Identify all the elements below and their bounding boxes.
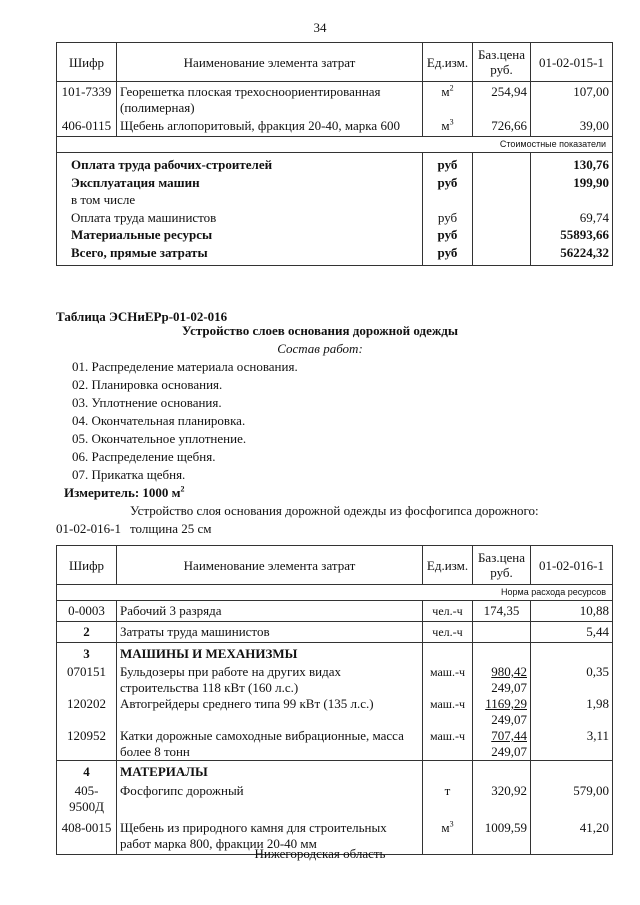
row-value: 1,98 xyxy=(531,696,613,728)
group-code: 3 xyxy=(57,643,117,663)
total-value xyxy=(531,191,613,209)
page-number: 34 xyxy=(313,20,327,35)
table-row xyxy=(57,696,613,728)
table-row xyxy=(57,780,613,818)
row-code: 2 xyxy=(57,622,117,643)
section-note-row xyxy=(57,585,613,601)
col-name-header: Наименование элемента затрат xyxy=(117,43,423,82)
row-code: 405-9500Д xyxy=(57,780,117,818)
total-value: 69,74 xyxy=(531,209,613,227)
work-item: 02. Планировка основания. xyxy=(72,377,223,392)
empty-cell xyxy=(473,761,531,781)
row-name: Георешетка плоская трехосноориентированная (полимерная) xyxy=(117,82,423,117)
row-code: 408-0015 xyxy=(57,818,117,855)
total-price-empty xyxy=(473,191,531,209)
empty-cell xyxy=(473,643,531,663)
row-unit: маш.-ч xyxy=(423,696,473,728)
total-value: 55893,66 xyxy=(531,226,613,244)
work-item: 05. Окончательное уплотнение. xyxy=(72,431,247,446)
row-price: 1009,59 xyxy=(473,818,531,855)
total-unit: руб xyxy=(423,226,473,244)
works-heading: Состав работ: xyxy=(277,341,363,356)
total-name: Эксплуатация машин xyxy=(57,174,423,192)
table-label: Таблица ЭСНиЕРр-01-02-016 xyxy=(56,309,228,324)
row-unit: маш.-ч xyxy=(423,662,473,696)
total-name: Оплата труда рабочих-строителей xyxy=(57,153,423,174)
row-unit: чел.-ч xyxy=(423,601,473,622)
group-name: МАШИНЫ И МЕХАНИЗМЫ xyxy=(117,643,423,663)
row-price: 980,42 249,07 xyxy=(473,662,531,696)
total-name: Материальные ресурсы xyxy=(57,226,423,244)
total-unit xyxy=(423,191,473,209)
row-value: 107,00 xyxy=(531,82,613,117)
totals-row xyxy=(57,153,613,174)
col-norm-header: 01-02-015-1 xyxy=(531,43,613,82)
work-item: 04. Окончательная планировка. xyxy=(72,413,246,428)
table-row xyxy=(57,601,613,622)
total-name: Всего, прямые затраты xyxy=(57,244,423,266)
work-item: 01. Распределение материала основания. xyxy=(72,359,298,374)
row-unit: $м^3$ xyxy=(423,116,473,137)
total-value: 56224,32 xyxy=(531,244,613,266)
row-name: Рабочий 3 разряда xyxy=(117,601,423,622)
col-norm-header: 01-02-016-1 xyxy=(531,546,613,585)
totals-row xyxy=(57,244,613,266)
row-code: 0-0003 xyxy=(57,601,117,622)
row-name: Щебень аглопоритовый, фракция 20-40, марка 600 xyxy=(117,116,423,137)
totals-row xyxy=(57,174,613,192)
group-row xyxy=(57,761,613,781)
row-price: 174,35 xyxy=(473,601,531,622)
section-note: Стоимостные показатели xyxy=(57,137,613,153)
table-row xyxy=(57,116,613,137)
work-item: 07. Прикатка щебня. xyxy=(72,467,186,482)
page-footer: Нижегородская область xyxy=(254,846,386,861)
totals-row xyxy=(57,226,613,244)
work-item: 03. Уплотнение основания. xyxy=(72,395,222,410)
empty-cell xyxy=(423,643,473,663)
total-name: в том числе xyxy=(57,191,423,209)
row-code: 070151 xyxy=(57,662,117,696)
row-price: 707,44 249,07 xyxy=(473,728,531,761)
works-list xyxy=(72,358,298,484)
total-price-empty xyxy=(473,226,531,244)
empty-cell xyxy=(531,643,613,663)
row-name: Щебень из природного камня для строительных работ марка 800, фракции 20-40 мм xyxy=(117,818,423,855)
row-unit: т xyxy=(423,780,473,818)
totals-row xyxy=(57,191,613,209)
total-name: Оплата труда машинистов xyxy=(57,209,423,227)
empty-cell xyxy=(531,761,613,781)
section-note: Норма расхода ресурсов xyxy=(57,585,613,601)
table-header-row xyxy=(57,43,613,82)
row-code: 406-0115 xyxy=(57,116,117,137)
section-title: Устройство слоев основания дорожной одежды xyxy=(181,323,459,338)
row-price: 726,66 xyxy=(473,116,531,137)
meter-label: Измеритель: 1000 $м^2$ xyxy=(64,484,185,500)
total-unit: руб xyxy=(423,174,473,192)
row-unit: чел.-ч xyxy=(423,622,473,643)
row-value: 3,11 xyxy=(531,728,613,761)
norm-code: 01-02-016-1 xyxy=(56,521,121,536)
resource-table-016 xyxy=(56,545,613,855)
row-price: 254,94 xyxy=(473,82,531,117)
row-name: Бульдозеры при работе на других видах строительства 118 кВт (160 л.с.) xyxy=(117,662,423,696)
col-code-header: Шифр xyxy=(57,43,117,82)
norm-text: толщина 25 см xyxy=(130,521,212,536)
row-name: Автогрейдеры среднего типа 99 кВт (135 л.с.) xyxy=(117,696,423,728)
group-name: МАТЕРИАЛЫ xyxy=(117,761,423,781)
table-row xyxy=(57,82,613,117)
row-name: Фосфогипс дорожный xyxy=(117,780,423,818)
col-price-header: Баз.цена руб. xyxy=(473,546,531,585)
total-value: 130,76 xyxy=(531,153,613,174)
group-row xyxy=(57,643,613,663)
row-name: Затраты труда машинистов xyxy=(117,622,423,643)
row-price xyxy=(473,622,531,643)
row-unit: $м^3$ xyxy=(423,818,473,855)
empty-cell xyxy=(423,761,473,781)
row-code: 120952 xyxy=(57,728,117,761)
table-row xyxy=(57,662,613,696)
table-row xyxy=(57,728,613,761)
table-header-row xyxy=(57,546,613,585)
row-unit: маш.-ч xyxy=(423,728,473,761)
row-name: Катки дорожные самоходные вибрационные, масса более 8 тонн xyxy=(117,728,423,761)
row-code: 120202 xyxy=(57,696,117,728)
col-unit-header: Ед.изм. xyxy=(423,43,473,82)
total-price-empty xyxy=(473,153,531,174)
total-value: 199,90 xyxy=(531,174,613,192)
group-code: 4 xyxy=(57,761,117,781)
row-value: 579,00 xyxy=(531,780,613,818)
total-unit: руб xyxy=(423,244,473,266)
total-unit: руб xyxy=(423,153,473,174)
row-value: 10,88 xyxy=(531,601,613,622)
table-row xyxy=(57,622,613,643)
row-price: 320,92 xyxy=(473,780,531,818)
col-name-header: Наименование элемента затрат xyxy=(117,546,423,585)
totals-row xyxy=(57,209,613,227)
col-code-header: Шифр xyxy=(57,546,117,585)
section-note-row xyxy=(57,137,613,153)
col-price-header: Баз.цена руб. xyxy=(473,43,531,82)
norm-description: Устройство слоя основания дорожной одежды из фосфогипса дорожного: xyxy=(130,503,539,518)
row-unit: $м^2$ xyxy=(423,82,473,117)
total-price-empty xyxy=(473,209,531,227)
row-value: 41,20 xyxy=(531,818,613,855)
col-unit-header: Ед.изм. xyxy=(423,546,473,585)
resource-table-015 xyxy=(56,42,613,266)
total-unit: руб xyxy=(423,209,473,227)
total-price-empty xyxy=(473,174,531,192)
total-price-empty xyxy=(473,244,531,266)
row-code: 101-7339 xyxy=(57,82,117,117)
row-price: 1169,29 249,07 xyxy=(473,696,531,728)
work-item: 06. Распределение щебня. xyxy=(72,449,216,464)
row-value: 0,35 xyxy=(531,662,613,696)
row-value: 39,00 xyxy=(531,116,613,137)
row-value: 5,44 xyxy=(531,622,613,643)
